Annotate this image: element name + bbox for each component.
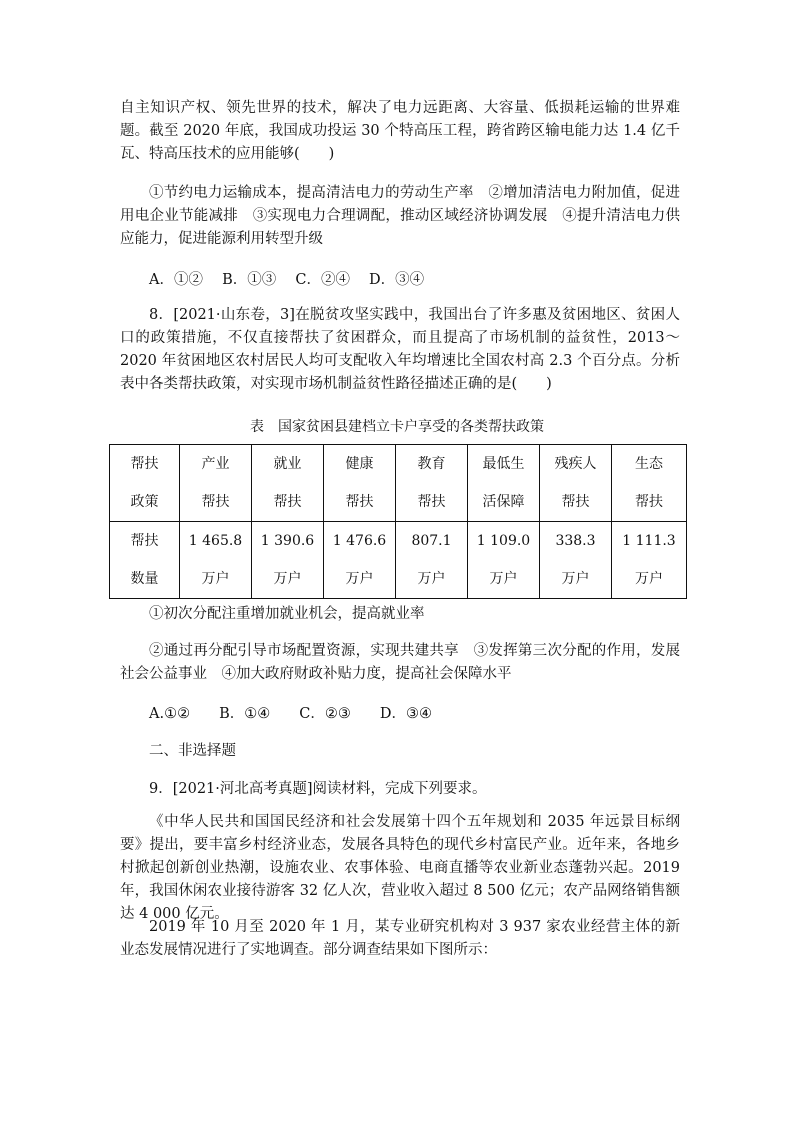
cell-text: 数量: [130, 571, 159, 587]
cell-text: 1 390.6: [260, 533, 315, 549]
cell-text: 帮扶: [130, 533, 159, 549]
q8-options: ②通过再分配引导市场配置资源，实现共建共享 ③发挥第三次分配的作用，发展社会公益事业 ④加大政府财政补贴力度，提高社会保障水平: [120, 643, 680, 682]
cell-text: 帮扶: [561, 494, 590, 510]
cell-text: 万户: [561, 571, 590, 587]
table-cell: [468, 445, 540, 522]
cell-text: 残疾人: [554, 456, 597, 472]
cell-text: 产业: [201, 456, 230, 472]
q9-material-2: 2019 年 10 月至 2020 年 1 月，某专业研究机构对 3 937 家农业经营主体的新业态发展情况进行了实地调查。部分调查结果如下图所示：: [120, 919, 680, 958]
policy-table: [109, 444, 687, 599]
table-cell: [110, 522, 180, 599]
q7-stem: 自主知识产权、领先世界的技术，解决了电力远距离、大容量、低损耗运输的世界难题。截至 2020 年底，我国成功投运 30 个特高压工程，跨省跨区输电能力达 1.4 亿千瓦、特高压技术的应用能够( ): [120, 100, 680, 162]
q9-stem: 9．[2021·河北高考真题]阅读材料，完成下列要求。: [149, 781, 487, 797]
table-cell: [540, 445, 612, 522]
table-cell: [110, 445, 180, 522]
table-cell: [612, 522, 687, 599]
cell-text: 帮扶: [345, 494, 374, 510]
cell-text: 807.1: [411, 533, 452, 549]
table-cell: [612, 445, 687, 522]
cell-text: 帮扶: [417, 494, 446, 510]
q8-stem: 8．[2021·山东卷，3]在脱贫攻坚实践中，我国出台了许多惠及贫困地区、贫困人口的政策措施，不仅直接帮扶了贫困群众，而且提高了市场机制的益贫性，2013～2020 年贫困地区农村居民人均可支配收入年均增速比全国农村高 2.3 个百分点。分析表中各类帮扶政策，对实现市场机制益贫性路径描述正确的是( ): [120, 307, 680, 392]
q8-option-1: ①初次分配注重增加就业机会，提高就业率: [149, 606, 425, 622]
q7-choices: A．①② B．①③ C．②④ D．③④: [149, 272, 425, 288]
cell-text: 帮扶: [201, 494, 230, 510]
table-caption: 表 国家贫困县建档立卡户享受的各类帮扶政策: [250, 419, 544, 435]
cell-text: 1 465.8: [188, 533, 243, 549]
section-heading: 二、非选择题: [149, 743, 236, 759]
cell-text: 帮扶: [130, 456, 159, 472]
table-row: [110, 522, 687, 599]
table-cell: [180, 445, 252, 522]
cell-text: 万户: [273, 571, 302, 587]
cell-text: 万户: [201, 571, 230, 587]
table-cell: [324, 445, 396, 522]
cell-text: 1 109.0: [476, 533, 531, 549]
table-cell: [540, 522, 612, 599]
cell-text: 万户: [417, 571, 446, 587]
cell-text: 1 111.3: [622, 533, 676, 549]
cell-text: 活保障: [482, 494, 525, 510]
q8-choices: A.①② B．①④ C．②③ D．③④: [149, 706, 432, 722]
cell-text: 万户: [345, 571, 374, 587]
q7-options: ①节约电力运输成本，提高清洁电力的劳动生产率 ②增加清洁电力附加值，促进用电企业节能减排 ③实现电力合理调配，推动区域经济协调发展 ④提升清洁电力供应能力，促进能源利用转型升级: [120, 185, 680, 247]
cell-text: 338.3: [555, 533, 596, 549]
table-cell: [252, 522, 324, 599]
cell-text: 万户: [489, 571, 518, 587]
table-cell: [396, 522, 468, 599]
table-cell: [180, 522, 252, 599]
cell-text: 万户: [635, 571, 663, 587]
table-cell: [468, 522, 540, 599]
cell-text: 生态: [635, 456, 663, 472]
table-cell: [252, 445, 324, 522]
cell-text: 健康: [345, 456, 374, 472]
cell-text: 帮扶: [273, 494, 302, 510]
cell-text: 教育: [417, 456, 446, 472]
cell-text: 帮扶: [635, 494, 663, 510]
cell-text: 政策: [130, 494, 159, 510]
table-cell: [396, 445, 468, 522]
cell-text: 最低生: [482, 456, 525, 472]
table-cell: [324, 522, 396, 599]
table-row: [110, 445, 687, 522]
cell-text: 就业: [273, 456, 302, 472]
cell-text: 1 476.6: [332, 533, 387, 549]
q9-material-1: 《中华人民共和国国民经济和社会发展第十四个五年规划和 2035 年远景目标纲要》提出，要丰富乡村经济业态，发展各具特色的现代乡村富民产业。近年来，各地乡村掀起创新创业热潮，设施农业、农事体验、电商直播等农业新业态蓬勃兴起。2019 年，我国休闲农业接待游客 32 亿人次，营业收入超过 8 500 亿元；农产品网络销售额达 4 000 亿元。: [120, 814, 680, 922]
